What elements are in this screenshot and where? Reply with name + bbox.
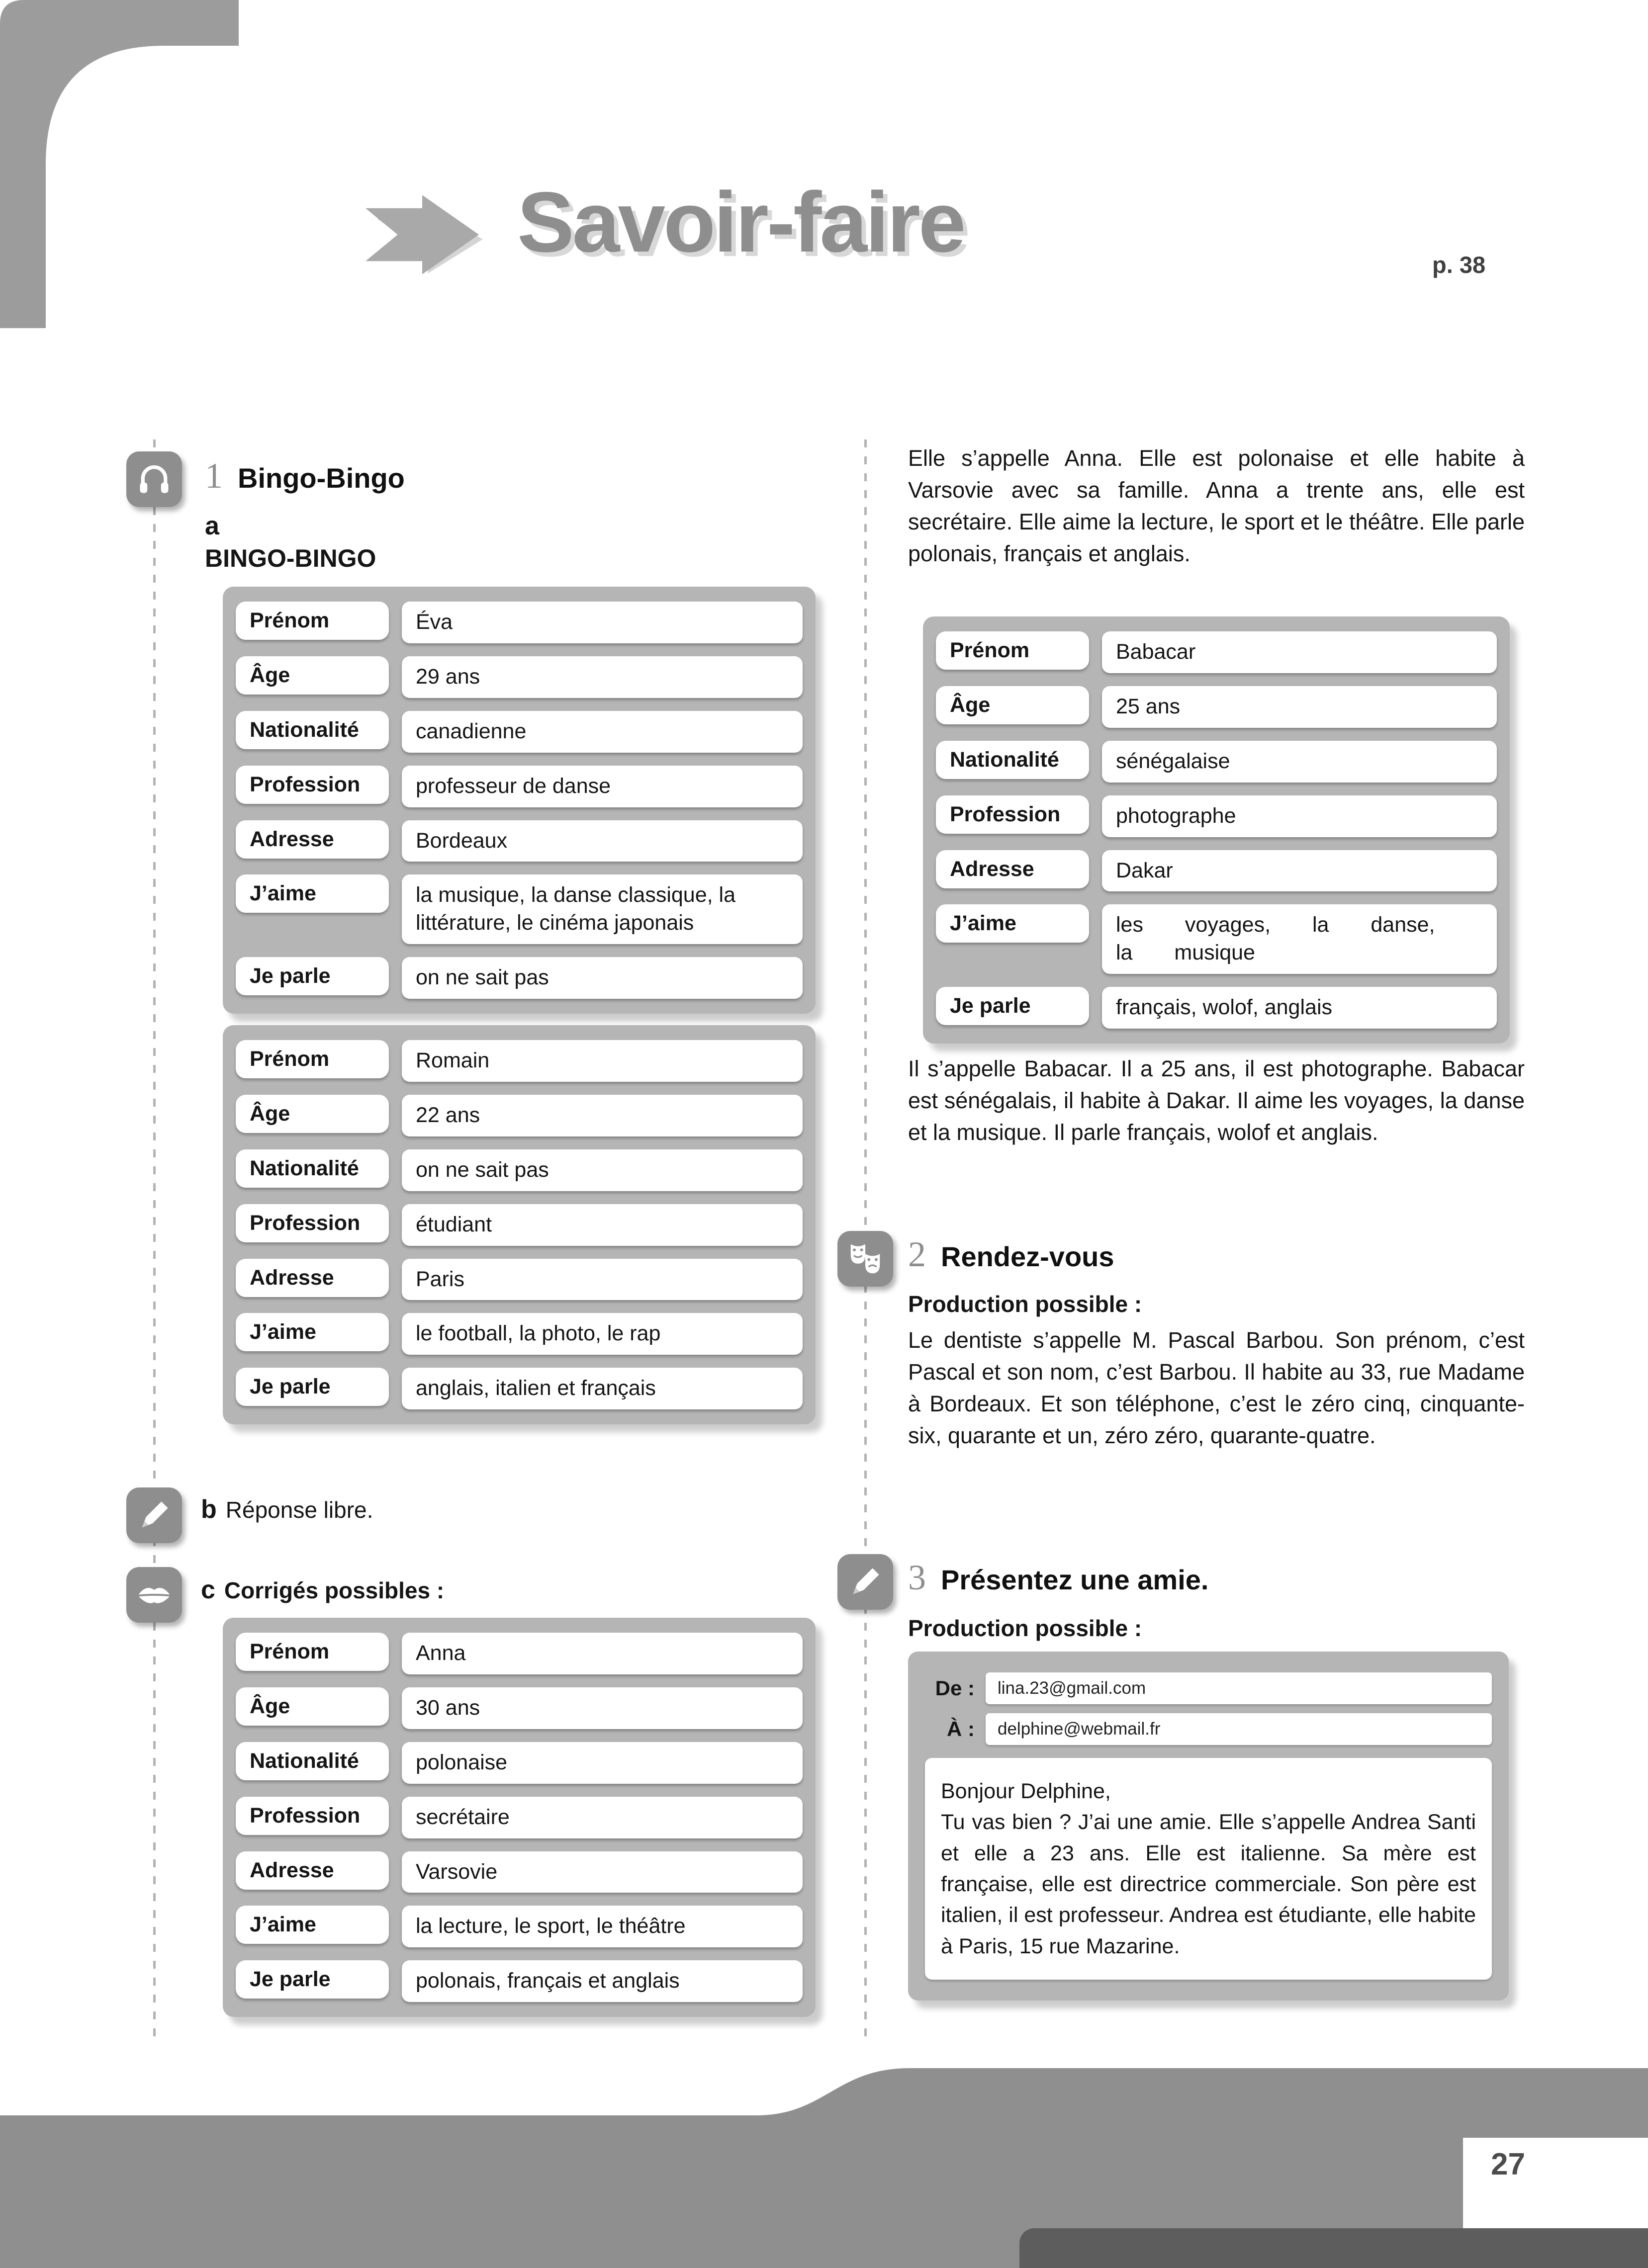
- field-label: J’aime: [936, 904, 1089, 943]
- field-value: anglais, italien et français: [402, 1368, 803, 1409]
- form-row: [936, 686, 1497, 728]
- section-2-heading: [908, 1234, 1114, 1275]
- section-1-heading: [205, 455, 405, 497]
- form-row: [236, 1368, 803, 1409]
- anna-paragraph: Elle s’appelle Anna. Elle est polonaise et elle habite à Varsovie avec sa famille. Anna a trente ans, elle est secrétaire. Elle aime la lecture, le sport et le théâtre. Elle parle polonais, français et anglais.: [908, 445, 1525, 566]
- form-row: [236, 1040, 803, 1082]
- production-label: Production possible :: [908, 1291, 1142, 1317]
- form-row: [936, 904, 1497, 974]
- email-from-label: De :: [935, 1676, 975, 1700]
- form-row: [236, 711, 803, 753]
- bingo-card-eva: [223, 587, 816, 1014]
- form-row: [236, 820, 803, 862]
- footer-bar: [1019, 2228, 1648, 2268]
- field-value: Paris: [402, 1259, 803, 1301]
- field-label: Prénom: [236, 1633, 389, 1671]
- field-value: on ne sait pas: [402, 1149, 803, 1191]
- form-row: [236, 656, 803, 698]
- field-label: Prénom: [236, 1040, 389, 1078]
- field-label: Âge: [236, 1095, 389, 1133]
- field-label: Profession: [236, 1797, 389, 1835]
- field-label: J’aime: [236, 1906, 389, 1944]
- page-title: Savoir-faire: [517, 174, 964, 270]
- item-a-letter: a: [205, 512, 219, 540]
- item-letter: b: [201, 1495, 217, 1524]
- form-row: [236, 1259, 803, 1301]
- left-guide-line: [153, 439, 156, 2038]
- field-label: Profession: [236, 766, 389, 804]
- field-label: J’aime: [236, 874, 389, 913]
- form-row: [236, 1851, 803, 1893]
- field-label: Profession: [936, 795, 1089, 834]
- field-label: Profession: [236, 1204, 389, 1242]
- field-value: Bordeaux: [402, 820, 803, 862]
- field-label: Adresse: [936, 850, 1089, 888]
- field-value: Éva: [402, 602, 803, 643]
- section-title: Rendez-vous: [941, 1241, 1114, 1272]
- field-label: Prénom: [236, 602, 389, 640]
- field-value: polonaise: [402, 1742, 803, 1784]
- field-value: Varsovie: [402, 1851, 803, 1893]
- field-value: Anna: [402, 1633, 803, 1674]
- email-from-row: [925, 1672, 1492, 1704]
- form-row: [236, 1633, 803, 1674]
- section-number: 1: [205, 456, 223, 496]
- email-from-field: lina.23@gmail.com: [986, 1672, 1492, 1704]
- email-to-label: À :: [947, 1717, 975, 1741]
- field-label: Âge: [236, 1687, 389, 1726]
- pen-icon: [837, 1554, 893, 1610]
- babacar-paragraph: Il s’appelle Babacar. Il a 25 ans, il est photographe. Babacar est sénégalais, il habite à Dakar. Il aime les voyages, la danse et la musique. Il parle français, wolof et anglais.: [908, 1056, 1525, 1145]
- item-text: Réponse libre.: [225, 1497, 373, 1523]
- section-3-heading: [908, 1557, 1208, 1598]
- form-row: [236, 1204, 803, 1246]
- field-label: Je parle: [236, 1368, 389, 1406]
- pen-icon: [126, 1487, 182, 1543]
- field-value: sénégalaise: [1102, 741, 1497, 783]
- form-row: [236, 1906, 803, 1947]
- field-value: photographe: [1102, 795, 1497, 837]
- field-label: Adresse: [236, 1851, 389, 1890]
- form-row: [236, 1095, 803, 1136]
- email-card: [908, 1652, 1509, 2001]
- page-number: 27: [1491, 2147, 1525, 2181]
- form-row: [236, 1313, 803, 1355]
- form-row: [236, 1687, 803, 1729]
- form-row: [236, 1960, 803, 2002]
- field-value: étudiant: [402, 1204, 803, 1246]
- field-label: Âge: [936, 686, 1089, 724]
- field-value: 22 ans: [402, 1095, 803, 1136]
- corner-decoration: [0, 0, 239, 328]
- email-to-field: delphine@webmail.fr: [986, 1713, 1492, 1745]
- field-value: professeur de danse: [402, 766, 803, 807]
- field-value: le football, la photo, le rap: [402, 1313, 803, 1355]
- field-label: Nationalité: [936, 741, 1089, 779]
- field-value: 29 ans: [402, 656, 803, 698]
- bingo-subheading: BINGO-BINGO: [205, 544, 376, 572]
- field-value: Romain: [402, 1040, 803, 1082]
- email-text: Tu vas bien ? J’ai une amie. Elle s’appelle Andrea Santi et elle a 23 ans. Elle est italienne. Sa mère est française, elle est directrice commerciale. Son père est italien, il est professeur. Andrea est étudiante, elle habite à Paris, 15 rue Mazarine.: [941, 1810, 1476, 1958]
- item-c: [201, 1575, 444, 1605]
- form-row: [936, 631, 1497, 673]
- field-label: Je parle: [936, 987, 1089, 1025]
- form-row: [236, 766, 803, 807]
- field-label: Je parle: [236, 1960, 389, 1999]
- field-value: 25 ans: [1102, 686, 1497, 728]
- item-letter: c: [201, 1575, 215, 1604]
- email-greeting: Bonjour Delphine,: [941, 1779, 1111, 1803]
- arrow-icon: [366, 195, 507, 274]
- page-reference: p. 38: [1432, 252, 1486, 278]
- form-row: [936, 850, 1497, 892]
- field-label: Nationalité: [236, 1742, 389, 1780]
- rendez-vous-text: Le dentiste s’appelle M. Pascal Barbou. Son prénom, c’est Pascal et son nom, c’est Barbou. Il habite au 33, rue Madame à Bordeaux. Et son téléphone, c’est le zéro cinq, cinquante-six, quarante et un, zéro zéro, quarante-quatre.: [908, 1327, 1525, 1448]
- bingo-card-romain: [223, 1025, 816, 1424]
- field-label: Adresse: [236, 1259, 389, 1297]
- field-label: Je parle: [236, 957, 389, 995]
- field-value: français, wolof, anglais: [1102, 987, 1497, 1029]
- theater-masks-icon: [837, 1231, 893, 1287]
- field-value: la lecture, le sport, le théâtre: [402, 1906, 803, 1947]
- form-row: [236, 1742, 803, 1784]
- form-row: [236, 602, 803, 643]
- form-row: [936, 741, 1497, 783]
- field-label: Prénom: [936, 631, 1089, 670]
- field-value: canadienne: [402, 711, 803, 753]
- email-body: [925, 1758, 1492, 1980]
- form-row: [936, 987, 1497, 1029]
- section-title: Bingo-Bingo: [238, 462, 405, 494]
- item-b: [201, 1494, 373, 1524]
- field-value: la musique, la danse classique, la littérature, le cinéma japonais: [402, 874, 803, 944]
- field-label: J’aime: [236, 1313, 389, 1351]
- item-text: Corrigés possibles :: [224, 1577, 445, 1603]
- field-label: Nationalité: [236, 1149, 389, 1188]
- headphones-icon: [126, 451, 182, 507]
- form-row: [936, 795, 1497, 837]
- section-title: Présentez une amie.: [941, 1564, 1209, 1595]
- lips-icon: [126, 1567, 182, 1623]
- field-value: on ne sait pas: [402, 957, 803, 999]
- form-row: [236, 1149, 803, 1191]
- form-row: [236, 957, 803, 999]
- bingo-card-anna: [223, 1618, 816, 2017]
- field-label: Âge: [236, 656, 389, 695]
- field-value: 30 ans: [402, 1687, 803, 1729]
- field-label: Nationalité: [236, 711, 389, 749]
- field-value: les voyages, la danse, la musique: [1102, 904, 1497, 974]
- section-number: 3: [908, 1558, 926, 1597]
- field-label: Adresse: [236, 820, 389, 859]
- form-row: [236, 874, 803, 944]
- field-value: secrétaire: [402, 1797, 803, 1838]
- field-value: Babacar: [1102, 631, 1497, 673]
- field-value: Dakar: [1102, 850, 1497, 892]
- email-to-row: [925, 1713, 1492, 1745]
- form-row: [236, 1797, 803, 1838]
- field-value: polonais, français et anglais: [402, 1960, 803, 2002]
- bingo-card-babacar: [923, 616, 1510, 1044]
- section-number: 2: [908, 1234, 926, 1274]
- production-label: Production possible :: [908, 1615, 1142, 1641]
